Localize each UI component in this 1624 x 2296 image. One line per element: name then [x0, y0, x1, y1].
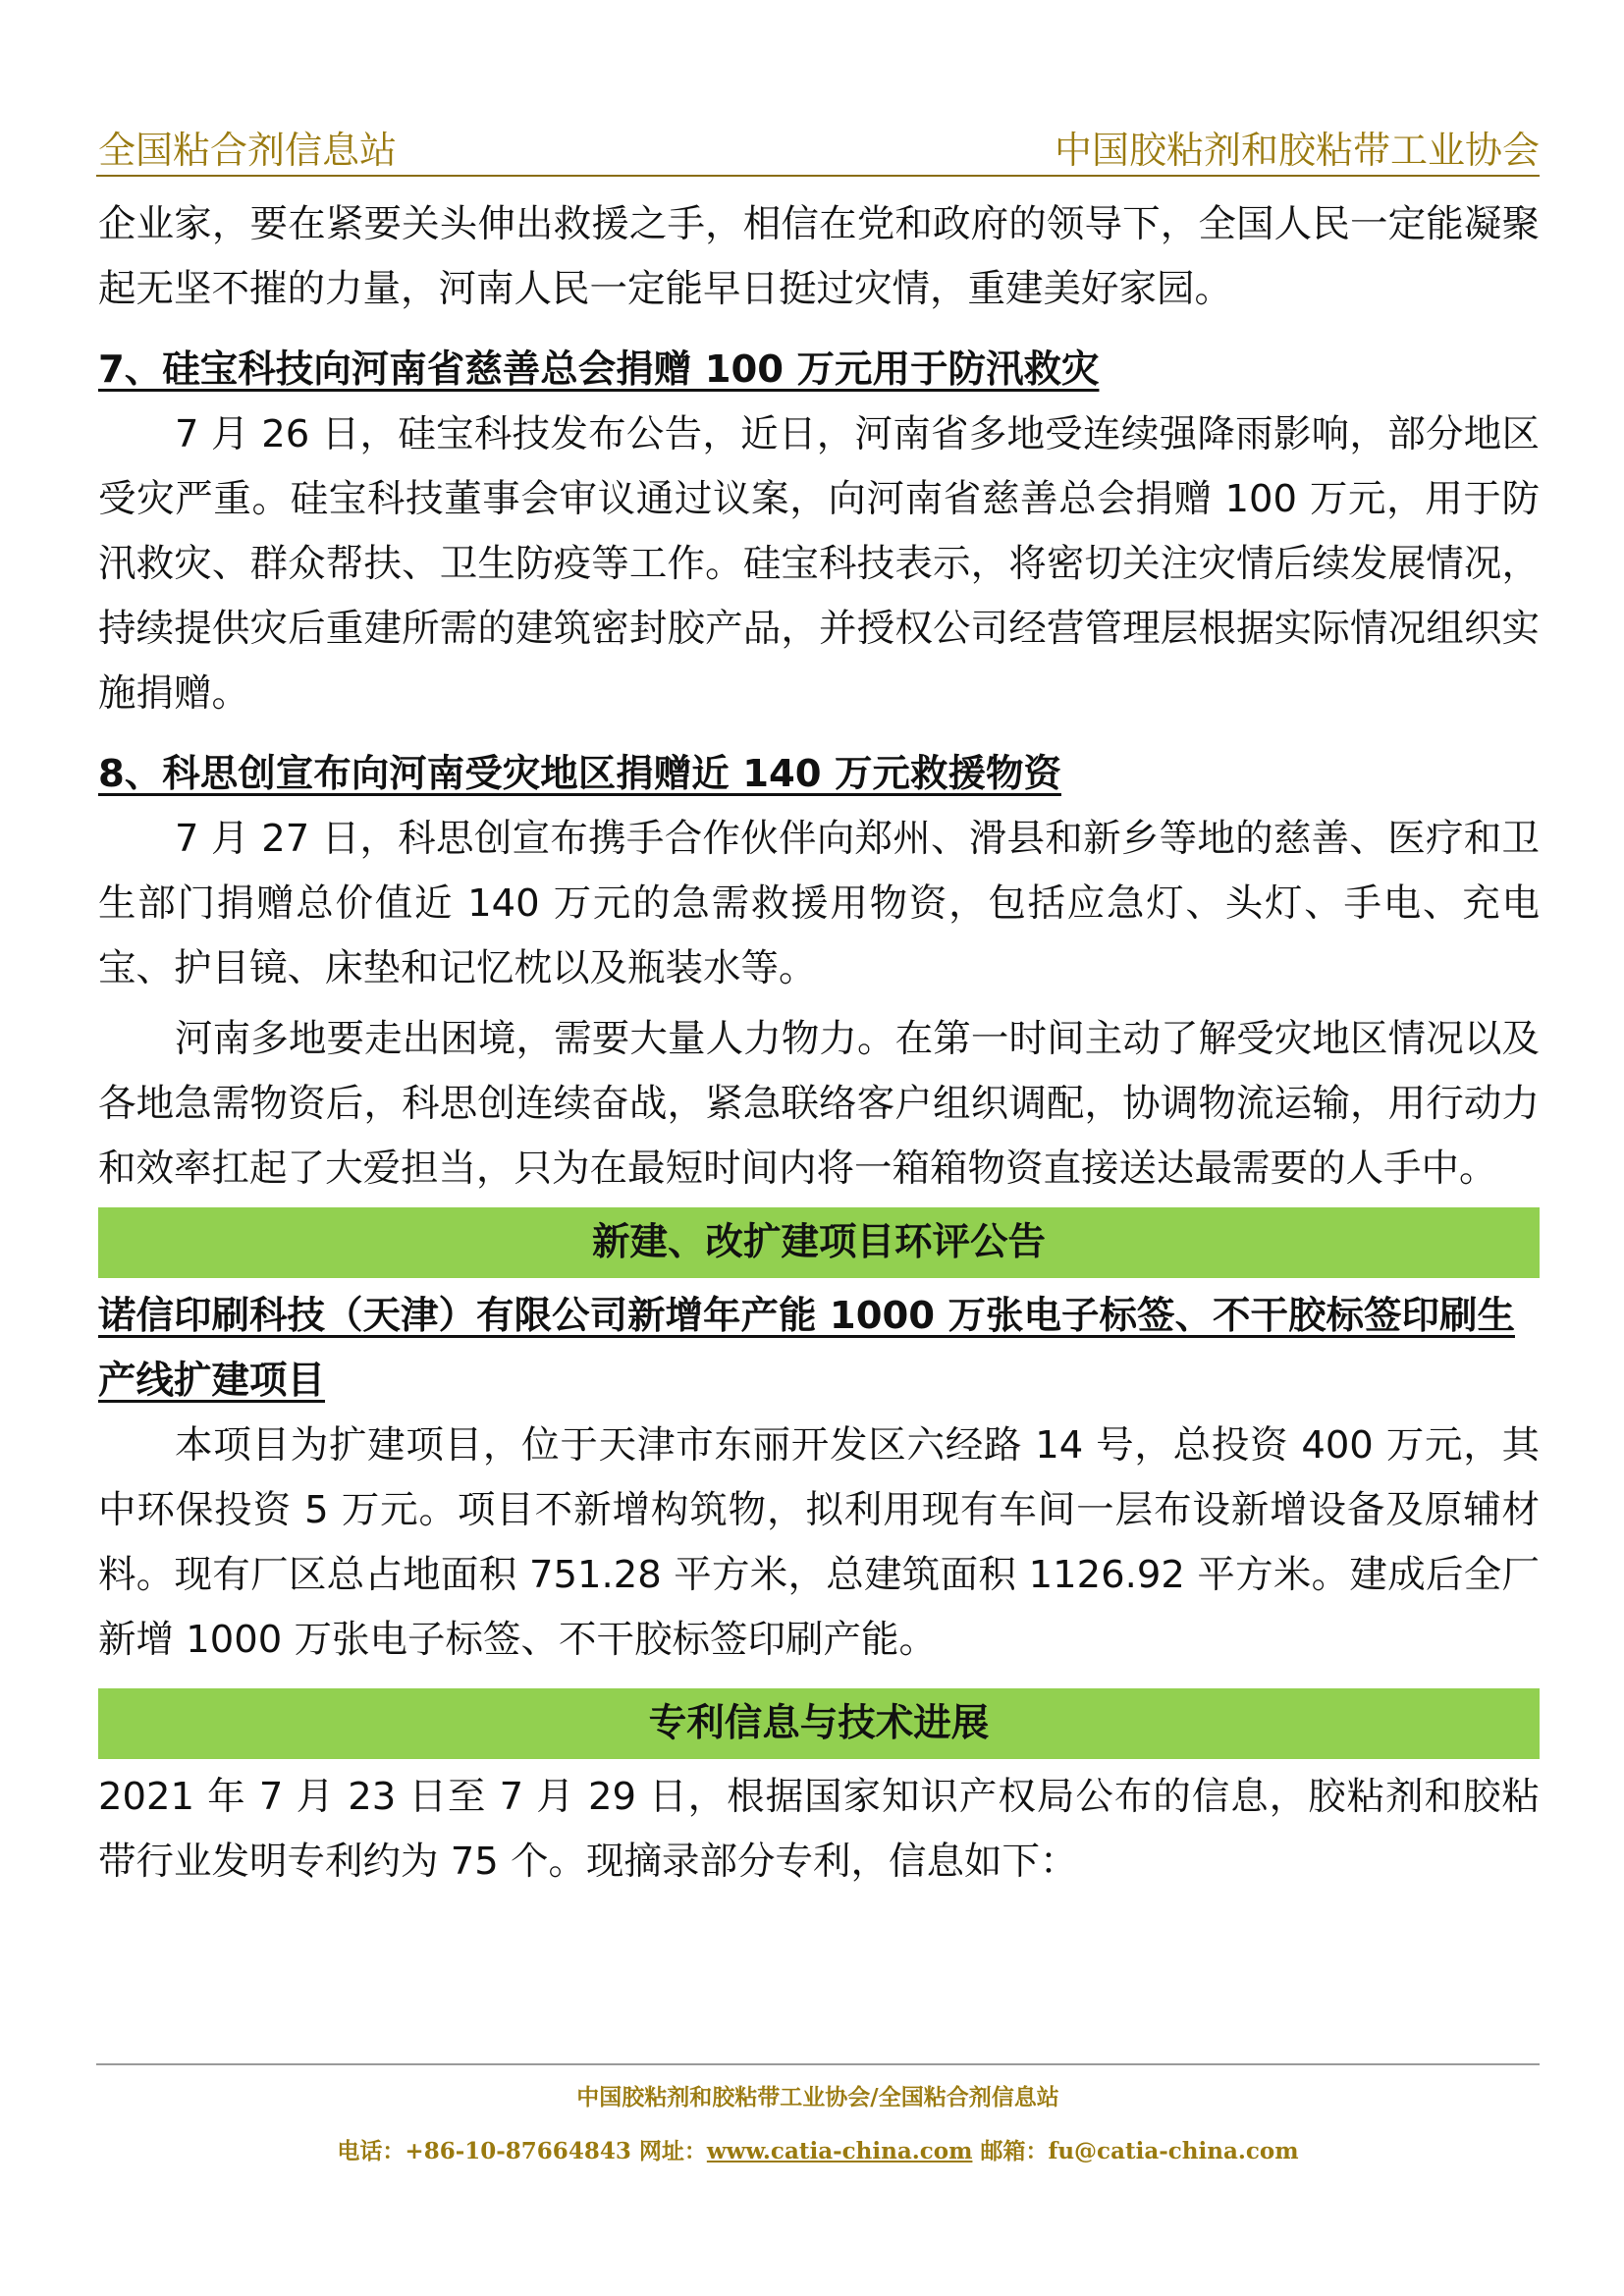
section-band-patents: 专利信息与技术进展	[98, 1688, 1540, 1759]
document-body	[98, 192, 1540, 1895]
footer-organization: 中国胶粘剂和胶粘带工业协会/全国粘合剂信息站	[576, 2084, 1059, 2110]
section-7-paragraph: 7 月 26 日，硅宝科技发布公告，近日，河南省多地受连续强降雨影响，部分地区受灾严重。硅宝科技董事会审议通过议案，向河南省慈善总会捐赠 100 万元，用于防汛救灾、群众帮扶、卫生防疫等工作。硅宝科技表示，将密切关注灾情后续发展情况，持续提供灾后重建所需的建筑密封胶产品，并授权公司经营管理层根据实际情况组织实施捐赠。	[98, 412, 1540, 716]
footer-website-link[interactable]: www.catia-china.com	[706, 2138, 973, 2164]
patent-paragraph: 2021 年 7 月 23 日至 7 月 29 日，根据国家知识产权局公布的信息，胶粘剂和胶粘带行业发明专利约为 75 个。现摘录部分专利，信息如下：	[98, 1775, 1540, 1884]
footer-phone: 电话：+86-10-87664843 网址：	[337, 2138, 707, 2164]
header-left-title: 全国粘合剂信息站	[98, 129, 398, 172]
footer-email: 邮箱：fu@catia-china.com	[972, 2138, 1299, 2164]
section-band-environmental: 新建、改扩建项目环评公告	[98, 1207, 1540, 1278]
section-8-paragraph-2: 河南多地要走出困境，需要大量人力物力。在第一时间主动了解受灾地区情况以及各地急需物资后，科思创连续奋战，紧急联络客户组织调配，协调物流运输，用行动力和效率扛起了大爱担当，只为在最短时间内将一箱箱物资直接送达最需要的人手中。	[98, 1017, 1540, 1191]
project-title: 诺信印刷科技（天津）有限公司新增年产能 1000 万张电子标签、不干胶标签印刷生产线扩建项目	[98, 1294, 1515, 1403]
header-right-title: 中国胶粘剂和胶粘带工业协会	[1054, 129, 1540, 172]
intro-paragraph: 企业家，要在紧要关头伸出救援之手，相信在党和政府的领导下，全国人民一定能凝聚起无坚不摧的力量，河南人民一定能早日挺过灾情，重建美好家园。	[98, 202, 1540, 311]
project-paragraph: 本项目为扩建项目，位于天津市东丽开发区六经路 14 号，总投资 400 万元，其中环保投资 5 万元。项目不新增构筑物，拟利用现有车间一层布设新增设备及原辅材料。现有厂区总占地面积 751.28 平方米，总建筑面积 1126.92 平方米。建成后全厂新增 1000 万张电子标签、不干胶标签印刷产能。	[98, 1423, 1540, 1662]
footer-contact	[96, 2133, 1540, 2165]
section-7-title: 7、硅宝科技向河南省慈善总会捐赠 100 万元用于防汛救灾	[98, 347, 1100, 392]
section-8-paragraph-1: 7 月 27 日，科思创宣布携手合作伙伴向郑州、滑县和新乡等地的慈善、医疗和卫生部门捐赠总价值近 140 万元的急需救援用物资，包括应急灯、头灯、手电、充电宝、护目镜、床垫和记忆枕以及瓶装水等。	[98, 817, 1540, 990]
page-footer	[96, 2063, 1540, 2165]
page-header	[96, 116, 1540, 177]
section-8-title: 8、科思创宣布向河南受灾地区捐赠近 140 万元救援物资	[98, 752, 1061, 796]
